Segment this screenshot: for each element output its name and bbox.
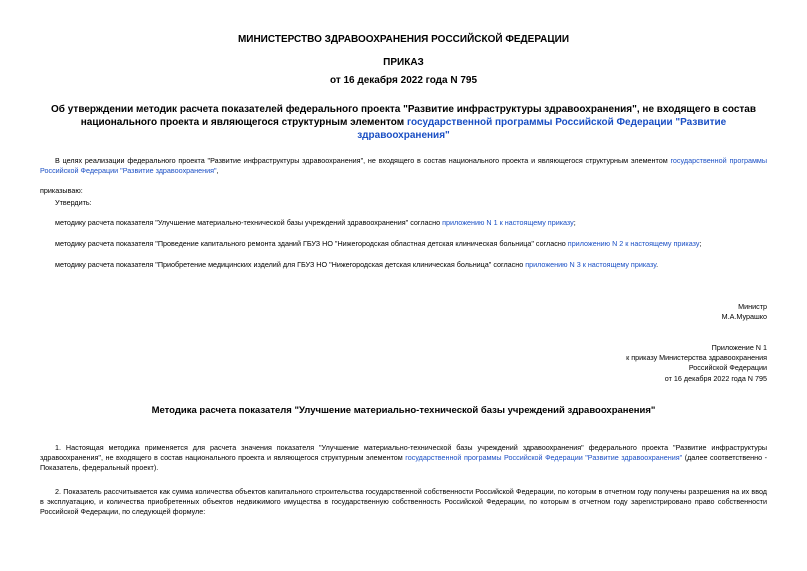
appendix-line-1: Приложение N 1 — [711, 343, 767, 352]
order-heading: ПРИКАЗ — [383, 57, 424, 68]
document-title — [40, 103, 767, 142]
list-item — [55, 239, 701, 249]
item-tail: ; — [573, 218, 576, 227]
preamble-paragraph — [40, 156, 767, 176]
appendix-line-3: Российской Федерации — [688, 363, 767, 372]
appendix-3-link[interactable]: приложению N 3 к настоящему приказу — [525, 260, 657, 269]
p1-program-link[interactable]: государственной программы Российской Федерации "Развитие здравоохранения" — [405, 453, 683, 462]
preamble-program-link[interactable]: государственной программы Российской Федерации "Развитие здравоохранения" — [40, 156, 767, 175]
preamble-text: В целях реализации федерального проекта "Развитие инфраструктуры здравоохранения", не входящего в состав национального проекта и являющегося структурным элементом — [55, 156, 671, 165]
order-word: приказываю: — [40, 186, 83, 195]
appendix-line-2: к приказу Министерства здравоохранения — [626, 353, 767, 362]
preamble-tail: , — [216, 166, 219, 175]
method-title: Методика расчета показателя "Улучшение материально-технической базы учреждений здравоохранения" — [151, 405, 656, 416]
list-item — [55, 218, 576, 228]
p1-tail: (далее соответственно - Показатель, федеральный проект). — [40, 453, 767, 472]
paragraph-2 — [40, 487, 767, 517]
ministry-heading: МИНИСТЕРСТВО ЗДРАВООХРАНЕНИЯ РОССИЙСКОЙ ФЕДЕРАЦИИ — [237, 34, 570, 45]
appendix-1-link[interactable]: приложению N 1 к настоящему приказу — [442, 218, 574, 227]
title-program-link[interactable]: государственной программы Российской Федерации "Развитие здравоохранения" — [357, 117, 727, 141]
appendix-2-link[interactable]: приложению N 2 к настоящему приказу — [567, 239, 700, 248]
signature-name: М.А.Мурашко — [721, 312, 767, 321]
signature-role: Министр — [738, 302, 767, 311]
p1-text: 1. Настоящая методика применяется для расчета значения показателя "Улучшение материально-технической базы учреждений здравоохранения" федерального проекта "Развитие инфраструктуры здравоохранения", не входящего в состав национального проекта и являющегося структурным элементом — [40, 443, 767, 462]
appendix-line-4: от 16 декабря 2022 года N 795 — [664, 374, 767, 383]
order-date: от 16 декабря 2022 года N 795 — [329, 75, 478, 86]
item-tail: ; — [699, 239, 702, 248]
item-text: методику расчета показателя "Улучшение материально-технической базы учреждений здравоохранения" согласно — [55, 218, 443, 227]
title-text: Об утверждении методик расчета показателей федерального проекта "Развитие инфраструктуры здравоохранения", не входящего в состав национального проекта и являющегося структурным элементом — [51, 104, 756, 128]
item-text: методику расчета показателя "Проведение капитального ремонта зданий ГБУЗ НО "Нижегородская областная детская клиническая больница" согласно — [55, 239, 568, 248]
item-tail: . — [656, 260, 659, 269]
approve-word: Утвердить: — [55, 198, 92, 207]
list-item — [55, 260, 658, 270]
p2-text: 2. Показатель рассчитывается как сумма количества объектов капитального строительства государственной собственности Российской Федерации, по которым в отчетном году получены разрешения на их ввод в эксплуатацию, и количества приобретенных объектов недвижимого имущества в государственную собственность Российской Федерации, по которым в отчетном году зарегистрировано право собственности Российской Федерации, по следующей формуле: — [40, 487, 767, 516]
item-text: методику расчета показателя "Приобретение медицинских изделий для ГБУЗ НО "Нижегородская детская клиническая больница" согласно — [55, 260, 526, 269]
paragraph-1 — [40, 443, 767, 473]
